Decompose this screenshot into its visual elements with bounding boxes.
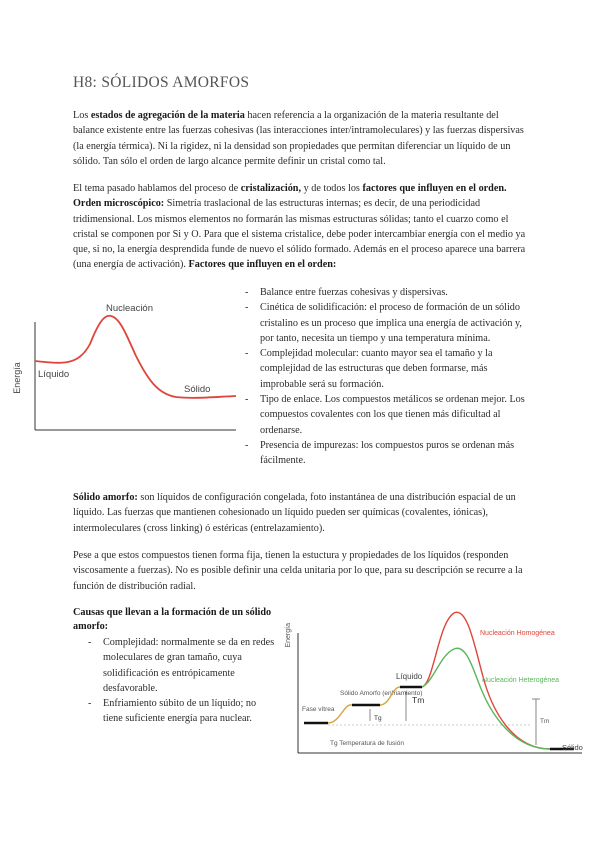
intro-text-2: hacen referencia a la organización de la materia resultante del balance existente entre las fuerzas cohesivas (las interacciones inter/intramoleculares) y las fuerzas dispersivas (la energía térmica). Ni la rigidez, ni la densidad son propiedades que permitan diferenciar un líquido de un sólido. Tan sólo el orden de largo alcance permite definir un cristal como tal. (73, 110, 524, 167)
intro-bold-1: estados de agregación de la materia (90, 110, 245, 121)
diagram1-peak-label: Nucleación (106, 303, 153, 314)
causes-heading: Causas que llevan a la formación de un sólido amorfo: (73, 607, 272, 632)
tg-label: Tg (374, 715, 382, 722)
heterogeneous-curve (422, 648, 550, 749)
tm-label: Tm (412, 695, 425, 705)
cause-item: - Enfriamiento súbito de un líquido; no tiene suficiente energía para nuclear. (88, 696, 278, 727)
factor-item: - Presencia de impurezas: los compuestos puros se ordenan más fácilmente. (245, 438, 530, 469)
factor-item: - Tipo de enlace. Los compuestos metálicos se ordenan mejor. Los compuestos covalentes con los que tienen más dificultad al ordenarse. (245, 392, 530, 438)
amorphous-text: son líquidos de configuración congelada, foto instantánea de una distribución espacial de un líquido. Las fuerzas que mantienen cohesionado un líquido pueden ser químicas (covalentes, iónicas), intermoleculares (cross linking) ó estéricas (entrelazamiento). (73, 492, 516, 534)
intro-text-1: Los (73, 110, 91, 121)
cryst-bold-2: factores que influyen en el orden. (362, 183, 507, 194)
delta-right-label: Tm (540, 718, 550, 725)
diagram1-end-label: Sólido (184, 384, 211, 395)
amorphous-energy-diagram (282, 603, 592, 763)
diagram1-start-label: Líquido (38, 369, 70, 380)
cryst-text-1: El tema pasado hablamos del proceso de (73, 183, 241, 194)
diagram2-y-label: Energía (285, 623, 292, 648)
amorphous-bold: Sólido amorfo: (73, 492, 138, 503)
cause-item: - Complejidad: normalmente se da en redes moleculares de gran tamaño, cuya solidificación es entrópicamente desfavorable. (88, 635, 278, 696)
solid-label: Sólido (562, 743, 583, 752)
glass-phase-label-text: Fase vítrea (302, 706, 335, 713)
amorphous-paragraph (73, 490, 528, 536)
amorphous-label: Sólido Amorfo (enfriamiento) (340, 690, 423, 697)
diagram1-y-label: Energía (12, 362, 22, 394)
pese-paragraph: Pese a que estos compuestos tienen forma fija, tienen la estuctura y propiedades de los líquidos (responden viscosamente a fuerzas). No es posible definir una celda unitaria por lo que, para su descripción se recurre a la función de distribución radial. (73, 550, 523, 592)
nucleation-energy-diagram (8, 286, 238, 436)
cryst-bold-1: cristalización, (240, 183, 302, 194)
homogeneous-label: Nucleación Homogénea (480, 630, 555, 637)
glass-phase-label (302, 706, 335, 713)
cryst-text-2: y de todos los (301, 183, 363, 194)
factor-item: - Complejidad molecular: cuanto mayor sea el tamaño y la complejidad de las estructuras que deben formarse, más improbable será su formación. (245, 346, 530, 392)
factor-item: - Balance entre fuerzas cohesivas y dispersivas. (245, 285, 530, 300)
heterogeneous-label: Nucleación Heterogénea (482, 677, 560, 684)
crystallization-paragraph (73, 181, 528, 273)
liquid-label: Líquido (396, 672, 423, 681)
page-title: H8: SÓLIDOS AMORFOS (73, 74, 250, 91)
cryst-bold-4: Factores que influyen en el orden: (188, 259, 337, 271)
causes-list (88, 635, 278, 727)
intro-paragraph (73, 108, 528, 169)
temperature-label: Tg Temperatura de fusión (330, 740, 404, 747)
factor-item: - Cinética de solidificación: el proceso de formación de un sólido cristalino es un proceso que implica una energía de activación y, por tanto, necesita un tiempo y una temperatura mínima. (245, 300, 530, 346)
cryst-text-4: Simetría traslacional de las estructuras internas; es decir, de una periodicidad tridimensional. Los mismos elementos no formarán las mismas estructuras sólidas; tanto el cuarzo como el cristal se componen por Si y O. Para que el sistema cristalice, debe poder intercambiar energía con el medio ya que, si no, la energía desprendida funde de nuevo el sólido formado. Además en el proceso aparece una barrera (una energía de activación). (73, 198, 526, 271)
factors-list (245, 285, 530, 469)
cryst-bold-3: Orden microscópico: (73, 198, 165, 210)
